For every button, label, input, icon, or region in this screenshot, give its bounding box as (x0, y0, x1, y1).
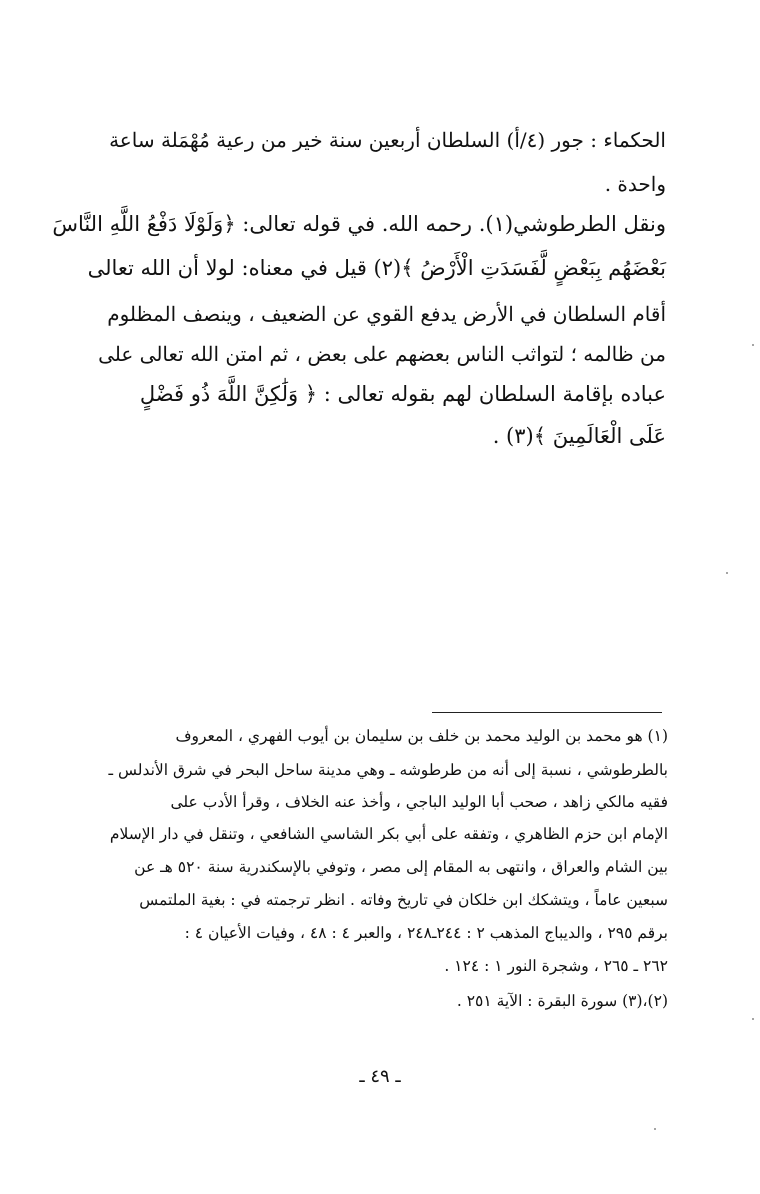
footnote-line: ٢٦٢ ـ ٢٦٥ ، وشجرة النور ١ : ١٢٤ . (444, 957, 668, 975)
scan-speck (654, 1128, 656, 1130)
main-text-line: من ظالمه ؛ لتواثب الناس بعضهم على بعض ، ثم امتن الله تعالى على (98, 342, 666, 366)
main-text-line: ونقل الطرطوشي(١). رحمه الله. في قوله تعالى: ﴿وَلَوْلَا دَفْعُ اللَّهِ النَّاسَ (52, 212, 666, 236)
main-text-line: عَلَى الْعَالَمِينَ ﴾(٣) . (492, 424, 666, 448)
main-text-line: بَعْضَهُم بِبَعْضٍ لَّفَسَدَتِ الْأَرْضُ ﴾(٢) قيل في معناه: لولا أن الله تعالى (87, 256, 666, 280)
footnote-line: سبعين عاماً ، ويتشكك ابن خلكان في تاريخ وفاته . انظر ترجمته في : بغية الملتمس (139, 891, 668, 909)
footnote-line: برقم ٢٩٥ ، والديباج المذهب ٢ : ٢٤٤ـ٢٤٨ ، والعبر ٤ : ٤٨ ، وفيات الأعيان ٤ : (184, 924, 668, 942)
main-text-line: الحكماء : جور (٤/أ) السلطان أربعين سنة خير من رعية مُهْمَلة ساعة (109, 128, 666, 152)
footnote-line: بين الشام والعراق ، وانتهى به المقام إلى مصر ، وتوفي بالإسكندرية سنة ٥٢٠ هـ عن (134, 858, 668, 876)
scan-speck (726, 572, 728, 574)
main-text-line: واحدة . (604, 172, 666, 196)
scan-speck (752, 1018, 754, 1020)
main-text-line: عباده بإقامة السلطان لهم بقوله تعالى : ﴿ وَلَٰكِنَّ اللَّهَ ذُو فَضْلٍ (139, 382, 666, 406)
main-text-line: أقام السلطان في الأرض يدفع القوي عن الضعيف ، وينصف المظلوم (107, 302, 666, 326)
footnote-line: (٢)،(٣) سورة البقرة : الآية ٢٥١ . (456, 992, 668, 1010)
footnote-divider (432, 712, 662, 713)
page-number: ـ ٤٩ ـ (359, 1066, 401, 1087)
scan-speck (752, 344, 754, 346)
footnote-line: (١) هو محمد بن الوليد محمد بن خلف بن سليمان بن أيوب الفهري ، المعروف (175, 727, 668, 745)
footnote-line: الإمام ابن حزم الظاهري ، وتفقه على أبي بكر الشاسي الشافعي ، وتنقل في دار الإسلام (109, 825, 668, 843)
footnote-line: فقيه مالكي زاهد ، صحب أبا الوليد الباجي ، وأخذ عنه الخلاف ، وقرأ الأدب على (170, 793, 668, 811)
footnote-line: بالطرطوشي ، نسبة إلى أنه من طرطوشه ـ وهي مدينة ساحل البحر في شرق الأندلس ـ (108, 761, 668, 779)
